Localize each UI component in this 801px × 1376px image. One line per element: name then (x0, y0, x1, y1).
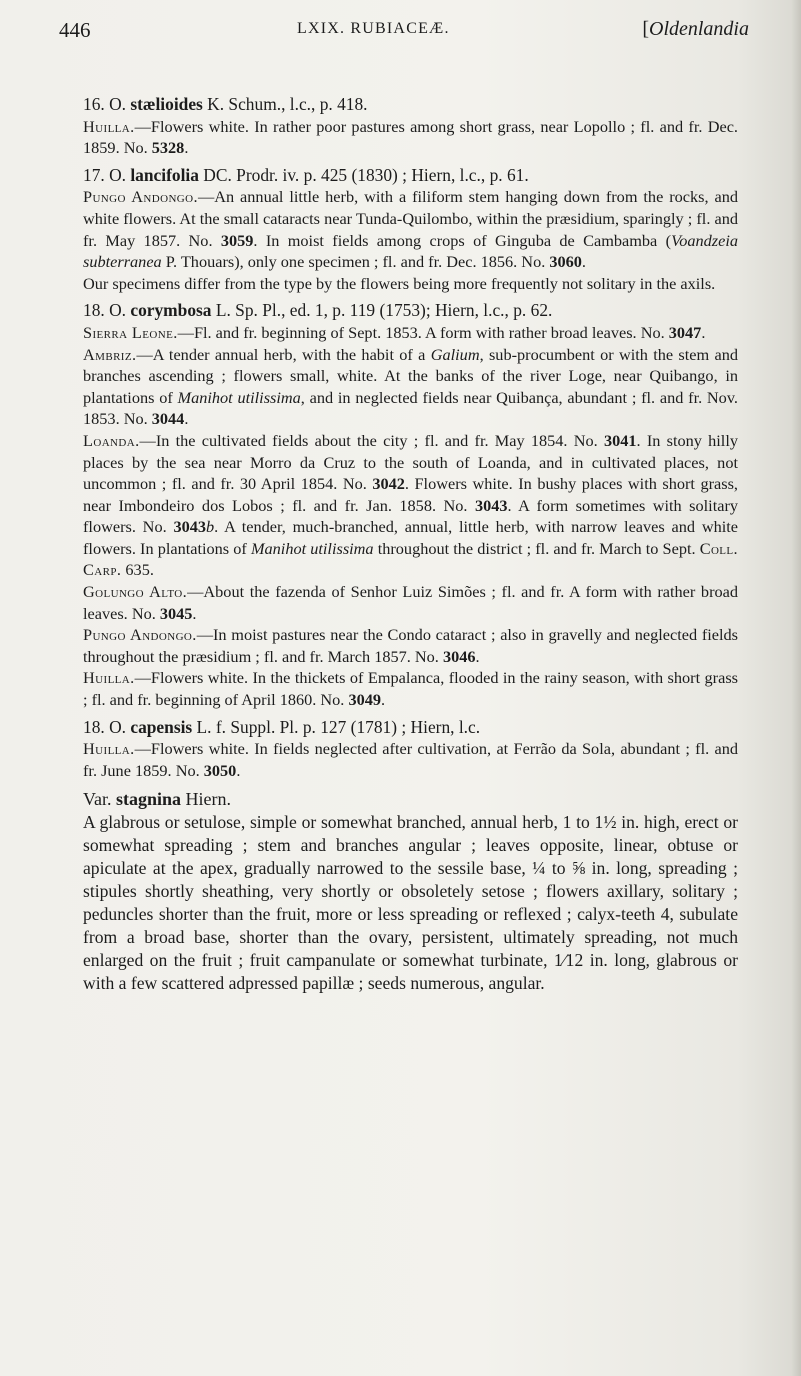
specimen-number: 3044 (151, 409, 185, 429)
specimen-number: 3045 (159, 603, 193, 623)
text-run: —In the cultivated fields about the city ; fl. and fr. May 1854. No. (139, 430, 604, 450)
text-run: —In moist pastures near the Condo cataract ; also in gravelly and neglected fields throughout the præsidium ; fl. and fr. March 1857. No. (83, 625, 738, 666)
locality: Ambriz. (83, 344, 137, 364)
species-name: corymbosa (130, 300, 212, 321)
locality: Pungo Andongo. (83, 625, 197, 645)
locality-paragraph (83, 273, 738, 295)
locality: Golungo Alto. (83, 582, 188, 602)
locality-paragraph (83, 624, 738, 667)
text-run: 635. (121, 560, 154, 580)
text-run: . (381, 690, 386, 710)
specimen-number: 5328 (151, 138, 185, 158)
species-authority: DC. Prodr. iv. p. 425 (1830) ; Hiern, l.c., p. 61. (198, 164, 529, 185)
variety-label: Var. (83, 789, 116, 810)
text-run: . (184, 138, 189, 158)
locality-paragraph (83, 738, 738, 781)
species-name: stælioides (130, 94, 203, 114)
species-heading (83, 165, 738, 187)
page-edge (791, 0, 801, 1376)
fraction: 1⁄12 (553, 950, 584, 970)
locality-paragraph (83, 322, 738, 344)
variety-authority: Hiern. (181, 789, 232, 810)
species-heading (83, 717, 738, 739)
text-run: throughout the district ; fl. and fr. March to Sept. (373, 538, 700, 558)
locality-paragraph (83, 667, 738, 710)
italic-text: Manihot utilissima (250, 538, 374, 558)
species-number: 16. O. (83, 94, 131, 114)
locality-paragraph (83, 186, 738, 272)
species-heading (83, 94, 738, 116)
species-number: 17. O. (83, 164, 131, 185)
text-run: P. Thouars), only one specimen ; fl. and fr. Dec. 1856. No. (161, 252, 550, 272)
specimen-number: 3049 (348, 690, 382, 710)
text-run: Our specimens differ from the type by the flowers being more frequently not solitary in the axils. (83, 273, 716, 293)
locality-paragraph (83, 430, 738, 581)
italic-text: Manihot utilissima (177, 387, 301, 407)
locality-paragraph (83, 581, 738, 624)
specimen-number: 3047 (668, 322, 702, 342)
locality: Huilla. (83, 668, 135, 688)
species-name: capensis (130, 716, 193, 737)
text-run: —An annual little herb, with a filiform stem hanging down from the rocks, and white flowers. At the small cataracts near Tunda-Quilombo, within the præsidium, sparingly ; fl. and fr. May 1857. No. (83, 187, 738, 250)
page-number: 446 (59, 18, 91, 42)
text-run: , sub-procumbent or with the stem and branches ascending ; flowers small, white. At the banks of the river Loge, near Quibango, in plantations of (83, 344, 739, 407)
specimen-number: 3060 (549, 252, 582, 272)
genus-heading (642, 18, 749, 41)
text-run: —Fl. and fr. beginning of Sept. 1853. A form with rather broad leaves. No. (177, 322, 669, 342)
main-text (83, 88, 738, 995)
text-run: . (475, 646, 480, 666)
species-authority: L. f. Suppl. Pl. p. 127 (1781) ; Hiern, l.c. (192, 716, 481, 737)
specimen-number: 3043 (173, 517, 207, 537)
genus-name: Oldenlandia (649, 18, 749, 40)
locality: Loanda. (83, 430, 140, 450)
species-name: lancifolia (130, 164, 199, 185)
specimen-number: 3042 (372, 474, 405, 494)
text-run: —Flowers white. In the thickets of Empalanca, flooded in the rainy season, with short grass ; fl. and fr. beginning of April 1860. No. (83, 668, 738, 710)
text-run: , and in neglected fields near Quibança, abundant ; fl. and fr. Nov. 1853. No. (83, 387, 738, 429)
text-run: . (701, 322, 706, 342)
text-run: —Flowers white. In fields neglected after cultivation, at Ferrão da Sola, abundant ; fl. and fr. June 1859. No. (83, 739, 738, 780)
locality-paragraph (83, 344, 738, 430)
species-heading (83, 300, 738, 322)
specimen-number: 3050 (203, 760, 237, 780)
specimen-number: 3059 (220, 230, 254, 250)
locality: Coll. Carp. (83, 538, 738, 580)
text-run: . (184, 409, 189, 429)
species-authority: K. Schum., l.c., p. 418. (202, 94, 368, 114)
text-run: in. long, glabrous or with a few scattered adpressed papillæ ; seeds numerous, angular. (83, 950, 738, 993)
text-run: —About the fazenda of Senhor Luiz Simões ; fl. and fr. A form with rather broad leaves. No. (83, 582, 738, 623)
locality: Huilla. (83, 116, 135, 136)
locality: Pungo Andongo. (83, 187, 198, 207)
italic-text: b (206, 517, 215, 537)
variety-description (83, 811, 738, 995)
text-run: —Flowers white. In rather poor pastures among short grass, near Lopollo ; fl. and fr. Dec. 1859. No. (83, 116, 738, 158)
species-authority: L. Sp. Pl., ed. 1, p. 119 (1753); Hiern, l.c., p. 62. (211, 300, 553, 321)
text-run: . (581, 252, 586, 272)
text-run: . In moist fields among crops of Ginguba de Cambamba ( (253, 230, 672, 250)
locality: Sierra Leone. (83, 322, 178, 342)
text-run: . In stony hilly places by the sea near Morro da Cruz to the south of Loanda, and in cultivated places, not uncommon ; fl. and fr. 30 April 1854. No. (83, 430, 738, 494)
variety-heading (83, 789, 738, 811)
text-run: . Flowers white. In bushy places with short grass, near Imbondeiro dos Lobos ; fl. and fr. Jan. 1858. No. (83, 474, 739, 515)
italic-text: Voandzeia subterranea (83, 230, 738, 272)
specimen-number: 3041 (603, 430, 637, 450)
locality-paragraph (83, 116, 738, 159)
variety-name: stagnina (116, 789, 182, 810)
text-run: . (192, 603, 197, 623)
specimen-number: 3043 (474, 495, 508, 515)
species-number: 18. O. (83, 300, 131, 321)
locality: Huilla. (83, 739, 135, 759)
genus-bracket: [ (642, 18, 649, 40)
specimen-number: 3046 (442, 646, 476, 666)
running-head: LXIX. RUBIACEÆ. (297, 20, 450, 37)
running-header (59, 14, 749, 44)
text-run: . A tender, much-branched, annual, little herb, with narrow leaves and white flowers. In plantations of (83, 517, 738, 558)
text-run: . (236, 760, 241, 780)
text-run: A glabrous or setulose, simple or somewhat branched, annual herb, 1 to 1½ in. high, erect or somewhat spreading ; stem and branches angular ; leaves opposite, linear, obtuse or apiculate at the apex, gradually narrowed to the sessile base, ¼ to ⅝ in. long, spreading ; stipules shortly sheathing, very shortly or obsoletely setose ; flowers axillary, solitary ; peduncles shorter than the fruit, more or less spreading or reflexed ; calyx-teeth 4, subulate from a broad base, shorter than the ovary, persistent, ultimately spreading, not much enlarged on the fruit ; fruit campanulate or somewhat turbinate, (83, 812, 738, 970)
species-number: 18. O. (83, 716, 131, 737)
text-run: —A tender annual herb, with the habit of a (136, 344, 431, 364)
text-run: . A form sometimes with solitary flowers. No. (83, 495, 739, 537)
italic-text: Galium (430, 344, 480, 364)
